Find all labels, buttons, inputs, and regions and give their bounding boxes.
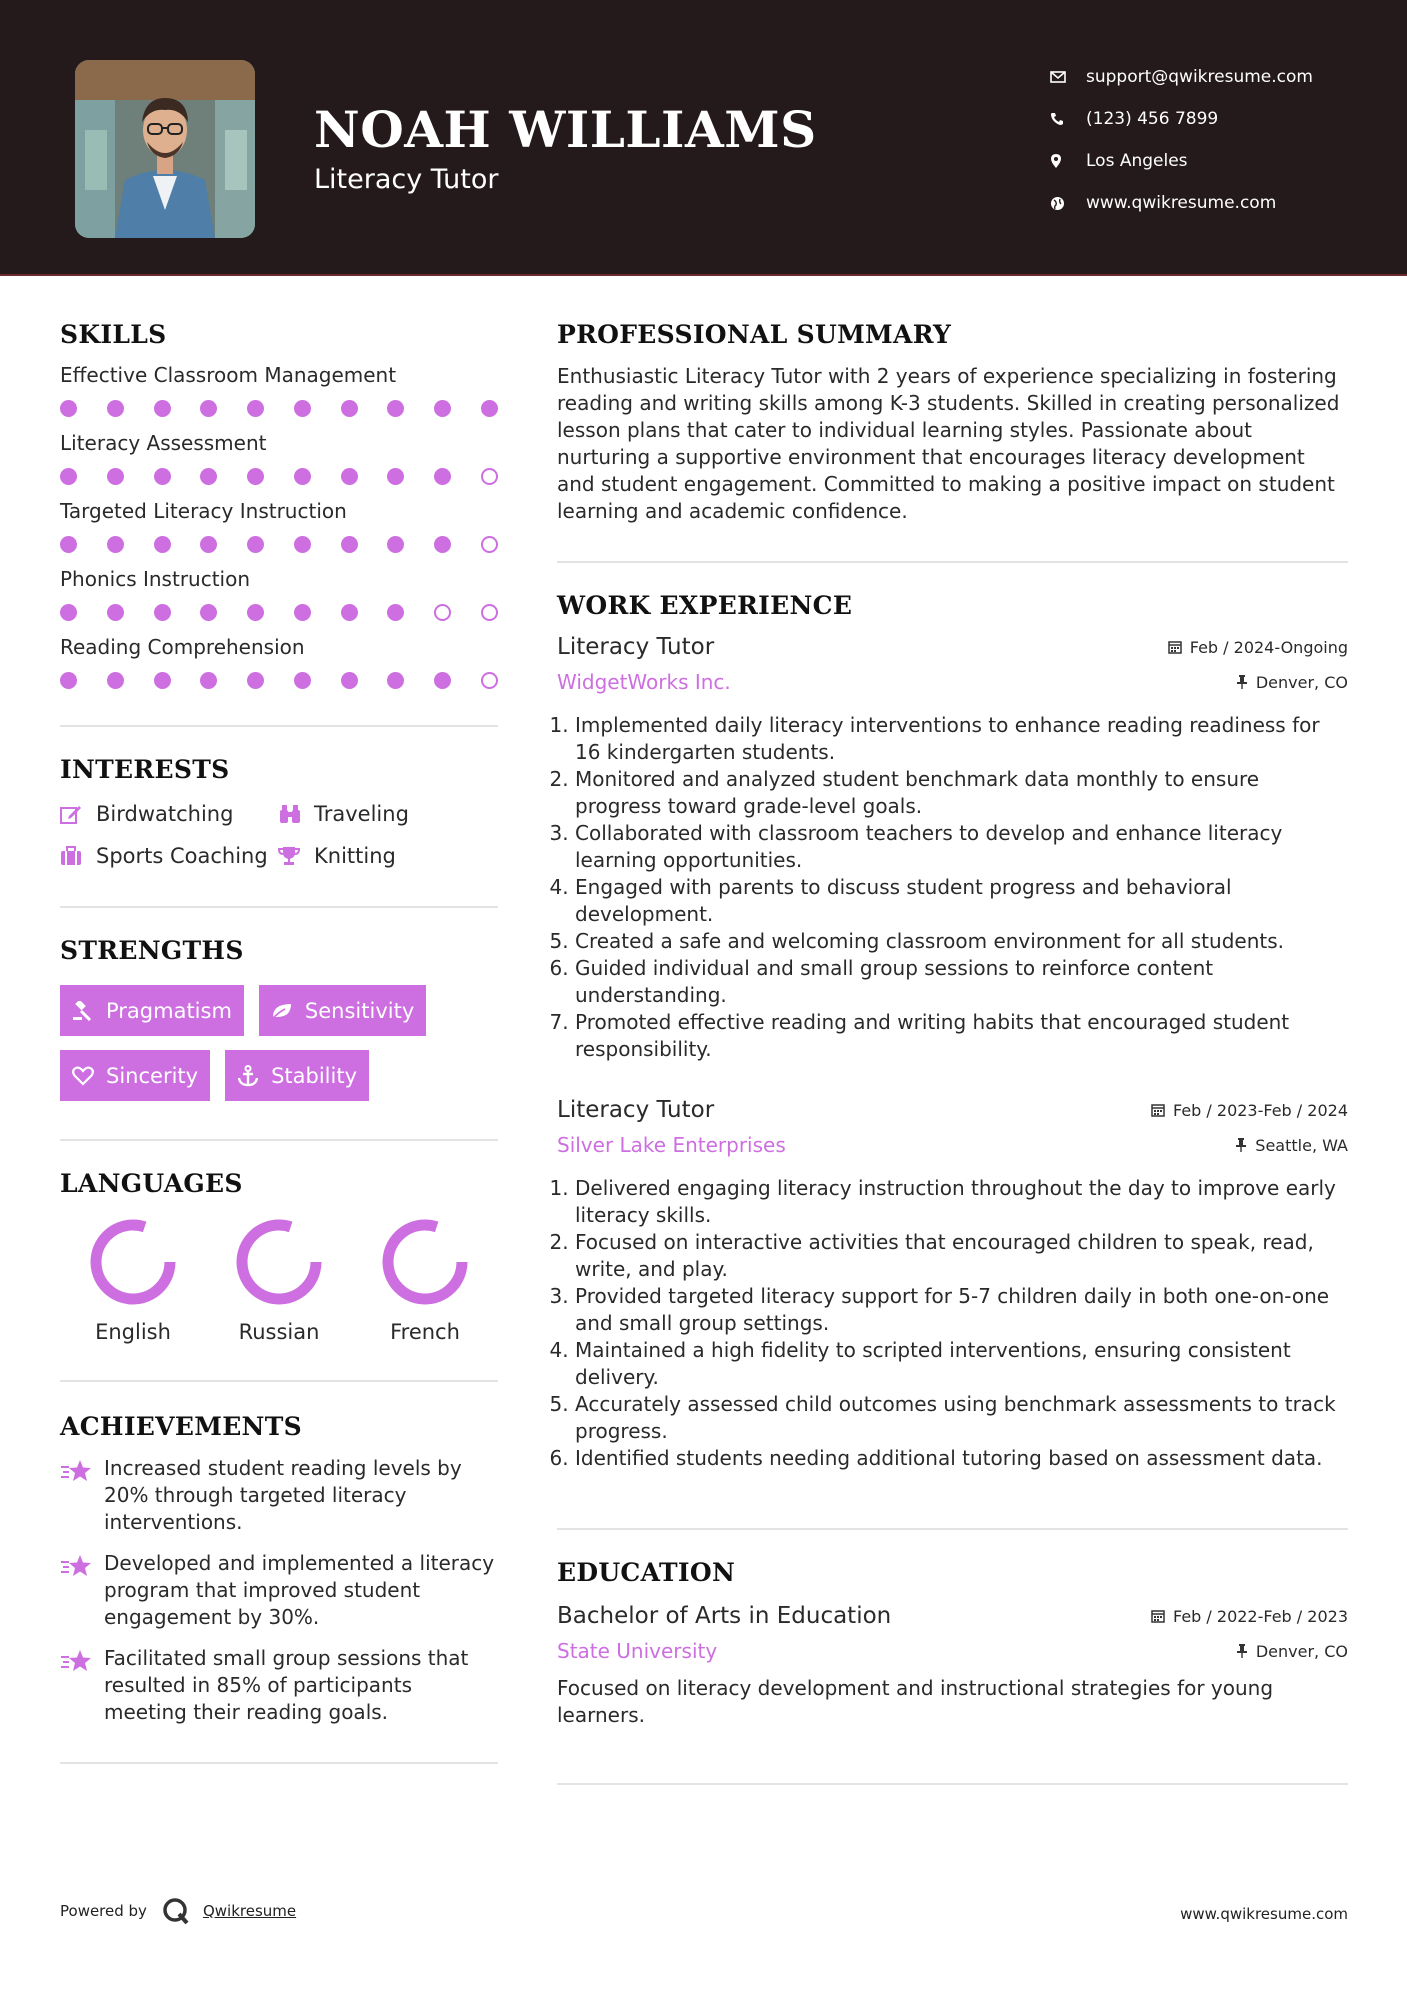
powered-by: [60, 1896, 296, 1926]
contact-website[interactable]: [1050, 182, 1370, 224]
education-location: [1236, 1642, 1348, 1661]
strength-label: Sensitivity: [304, 998, 415, 1023]
language-label: Russian: [238, 1320, 320, 1344]
interest-item: [60, 844, 278, 868]
job-bullet: 2. Monitored and analyzed student benchmark data monthly to ensure progress toward grade-level goals.: [575, 766, 1348, 820]
language-item: [206, 1216, 352, 1344]
language-gauge-arc: [242, 1225, 316, 1299]
rating-dot-filled: [387, 400, 404, 417]
interest-item: [60, 802, 278, 826]
skill-rating: [60, 672, 498, 689]
map-pin-icon: [1050, 153, 1086, 169]
language-label: French: [390, 1320, 460, 1344]
rating-dot-empty: [481, 604, 498, 621]
job-bullet: 6. Identified students needing additional tutoring based on assessment data.: [575, 1445, 1348, 1472]
rating-dot-filled: [294, 604, 311, 621]
language-gauge-arc: [96, 1225, 170, 1299]
heart-icon: [72, 1066, 106, 1086]
leaf-icon: [271, 1002, 305, 1020]
contact-list: [1050, 56, 1370, 224]
binoculars-icon: [278, 804, 314, 824]
strengths-section: [60, 936, 498, 1101]
rating-dot-filled: [107, 468, 124, 485]
rating-dot-filled: [247, 672, 264, 689]
education-date: [1151, 1607, 1348, 1626]
job-sub: [557, 670, 1348, 694]
job-title: Literacy Tutor: [557, 1097, 715, 1123]
language-label: English: [95, 1320, 171, 1344]
strength-chip: [60, 985, 244, 1036]
rating-dot-filled: [294, 400, 311, 417]
powered-by-label: Powered by: [60, 1902, 147, 1920]
interest-item: [278, 844, 498, 868]
contact-email-text: support@qwikresume.com: [1086, 67, 1313, 87]
job-date-text: Feb / 2023-Feb / 2024: [1173, 1100, 1348, 1120]
job-date: [1151, 1101, 1348, 1120]
rating-dot-filled: [247, 536, 264, 553]
contact-phone[interactable]: [1050, 98, 1370, 140]
languages-title: LANGUAGES: [60, 1169, 243, 1198]
globe-icon: [1050, 196, 1086, 211]
interest-label: Birdwatching: [96, 802, 234, 826]
interest-label: Sports Coaching: [96, 844, 268, 868]
rating-dot-filled: [154, 604, 171, 621]
education-sub: [557, 1639, 1348, 1663]
calendar-icon: [1151, 1103, 1165, 1117]
section-divider: [557, 1528, 1348, 1530]
interest-label: Knitting: [314, 844, 396, 868]
rating-dot-filled: [200, 604, 217, 621]
achievements-section: [60, 1412, 498, 1726]
strength-label: Sincerity: [106, 1063, 199, 1088]
skill-rating: [60, 536, 498, 553]
job-head: [557, 634, 1348, 660]
section-divider: [60, 906, 498, 908]
rating-dot-filled: [60, 536, 77, 553]
rating-dot-filled: [341, 536, 358, 553]
job-location: [1235, 1136, 1348, 1155]
rating-dot-filled: [60, 672, 77, 689]
achievement-item: [60, 1645, 498, 1726]
calendar-icon: [1168, 640, 1182, 654]
rating-dot-filled: [247, 400, 264, 417]
job-bullets: [557, 1175, 1348, 1472]
job-date: [1168, 638, 1348, 657]
language-item: [60, 1216, 206, 1344]
job-entry: [557, 1097, 1348, 1472]
pushpin-icon: [1235, 1138, 1247, 1152]
job-date-text: Feb / 2024-Ongoing: [1189, 637, 1348, 657]
achievement-text: Increased student reading levels by 20% through targeted literacy interventions.: [104, 1456, 462, 1534]
calendar-icon: [1151, 1609, 1165, 1623]
footer-website[interactable]: www.qwikresume.com: [1180, 1905, 1348, 1923]
strength-chip: [259, 985, 426, 1036]
rating-dot-filled: [341, 468, 358, 485]
skill-name: Reading Comprehension: [60, 635, 305, 659]
rating-dot-filled: [341, 400, 358, 417]
rating-dot-filled: [247, 604, 264, 621]
section-divider: [60, 1139, 498, 1141]
right-column: [557, 320, 1348, 1785]
skill-rating: [60, 400, 498, 417]
pencil-square-icon: [60, 804, 96, 824]
rating-dot-empty: [481, 536, 498, 553]
qwikresume-logo-icon: [161, 1896, 191, 1926]
education-location-text: Denver, CO: [1255, 1641, 1348, 1661]
rating-dot-filled: [154, 672, 171, 689]
job-bullet: 5. Created a safe and welcoming classroom environment for all students.: [575, 928, 1348, 955]
strengths-title: STRENGTHS: [60, 936, 244, 965]
skill-name: Targeted Literacy Instruction: [60, 499, 347, 523]
company-name: Silver Lake Enterprises: [557, 1133, 786, 1157]
job-bullet: 7. Promoted effective reading and writing habits that encouraged student responsibility.: [575, 1009, 1348, 1063]
job-bullet: 5. Accurately assessed child outcomes using benchmark assessments to track progress.: [575, 1391, 1348, 1445]
rating-dot-filled: [387, 604, 404, 621]
job-bullet: 2. Focused on interactive activities that encouraged children to speak, read, write, and play.: [575, 1229, 1348, 1283]
job-bullet: 1. Implemented daily literacy interventions to enhance reading readiness for 16 kindergarten students.: [575, 712, 1348, 766]
qwikresume-link[interactable]: Qwikresume: [202, 1902, 297, 1920]
rating-dot-empty: [434, 604, 451, 621]
skill-rating: [60, 604, 498, 621]
language-gauge: [87, 1216, 179, 1308]
rating-dot-filled: [60, 604, 77, 621]
language-item: [352, 1216, 498, 1344]
job-entry: [557, 634, 1348, 1063]
job-location-text: Seattle, WA: [1255, 1135, 1348, 1155]
job-title: Literacy Tutor: [557, 634, 715, 660]
candidate-role: Literacy Tutor: [314, 164, 499, 195]
section-divider: [60, 725, 498, 727]
language-gauge-arc: [388, 1225, 462, 1299]
rating-dot-filled: [107, 604, 124, 621]
experience-title: WORK EXPERIENCE: [557, 591, 853, 620]
rating-dot-filled: [154, 536, 171, 553]
achievements-list: [60, 1455, 498, 1726]
rating-dot-filled: [154, 468, 171, 485]
skills-list: [60, 363, 498, 689]
anchor-icon: [237, 1065, 271, 1087]
shooting-star-icon: [60, 1645, 104, 1726]
briefcase-icon: [60, 846, 96, 866]
rating-dot-filled: [60, 468, 77, 485]
company-name: WidgetWorks Inc.: [557, 670, 731, 694]
rating-dot-filled: [434, 400, 451, 417]
rating-dot-empty: [481, 468, 498, 485]
strength-label: Pragmatism: [106, 998, 232, 1023]
skills-title: SKILLS: [60, 320, 167, 349]
interest-label: Traveling: [314, 802, 409, 826]
language-gauge: [379, 1216, 471, 1308]
education-head: [557, 1603, 1348, 1629]
rating-dot-filled: [387, 468, 404, 485]
trophy-icon: [278, 846, 314, 866]
jobs-list: [557, 634, 1348, 1472]
skill-name: Literacy Assessment: [60, 431, 267, 455]
rating-dot-filled: [107, 400, 124, 417]
contact-location-text: Los Angeles: [1086, 151, 1188, 171]
skill-rating: [60, 468, 498, 485]
skill-name: Phonics Instruction: [60, 567, 251, 591]
rating-dot-filled: [200, 468, 217, 485]
interests-section: [60, 755, 498, 868]
rating-dot-filled: [434, 468, 451, 485]
job-sub: [557, 1133, 1348, 1157]
candidate-name: NOAH WILLIAMS: [314, 100, 817, 159]
job-bullet: 4. Engaged with parents to discuss student progress and behavioral development.: [575, 874, 1348, 928]
job-bullet: 3. Provided targeted literacy support for 5-7 children daily in both one-on-one and small group settings.: [575, 1283, 1348, 1337]
experience-section: [557, 591, 1348, 1472]
achievements-title: ACHIEVEMENTS: [60, 1412, 302, 1441]
job-bullet: 1. Delivered engaging literacy instruction throughout the day to improve early literacy skills.: [575, 1175, 1348, 1229]
resume-header: [0, 0, 1407, 276]
rating-dot-filled: [387, 672, 404, 689]
education-description: Focused on literacy development and instructional strategies for young learners.: [557, 1676, 1274, 1727]
section-divider: [557, 561, 1348, 563]
section-divider: [60, 1762, 498, 1764]
rating-dot-filled: [154, 400, 171, 417]
achievement-item: [60, 1550, 498, 1631]
rating-dot-filled: [107, 536, 124, 553]
job-bullet: 3. Collaborated with classroom teachers to develop and enhance literacy learning opportunities.: [575, 820, 1348, 874]
profile-photo: [75, 60, 255, 238]
achievement-text: Facilitated small group sessions that resulted in 85% of participants meeting their reading goals.: [104, 1646, 469, 1724]
job-bullet: 6. Guided individual and small group sessions to reinforce content understanding.: [575, 955, 1348, 1009]
achievement-item: [60, 1455, 498, 1536]
strength-chip: [225, 1050, 369, 1101]
rating-dot-filled: [200, 672, 217, 689]
achievement-text: Developed and implemented a literacy program that improved student engagement by 30%.: [104, 1551, 495, 1629]
rating-dot-filled: [434, 672, 451, 689]
rating-dot-filled: [434, 536, 451, 553]
education-section: [557, 1558, 1348, 1729]
interests-title: INTERESTS: [60, 755, 230, 784]
section-divider: [557, 1783, 1348, 1785]
summary-section: [557, 320, 1348, 525]
education-title: EDUCATION: [557, 1558, 736, 1587]
skill-name: Effective Classroom Management: [60, 363, 397, 387]
rating-dot-filled: [481, 400, 498, 417]
language-gauge: [233, 1216, 325, 1308]
school-name: State University: [557, 1639, 718, 1663]
job-bullets: [557, 712, 1348, 1063]
rating-dot-filled: [107, 672, 124, 689]
strengths-list: [60, 985, 498, 1101]
job-location: [1236, 673, 1348, 692]
interests-list: [60, 802, 498, 868]
contact-phone-text: (123) 456 7899: [1086, 109, 1219, 129]
rating-dot-filled: [60, 400, 77, 417]
shooting-star-icon: [60, 1550, 104, 1631]
strength-label: Stability: [271, 1063, 358, 1088]
degree-title: Bachelor of Arts in Education: [557, 1603, 892, 1629]
rating-dot-filled: [200, 400, 217, 417]
shooting-star-icon: [60, 1455, 104, 1536]
contact-location: [1050, 140, 1370, 182]
pushpin-icon: [1236, 1644, 1248, 1658]
summary-text: Enthusiastic Literacy Tutor with 2 years of experience specializing in fostering reading and writing skills among K-3 students. Skilled in creating personalized lesson plans that cater to individual learning styles. Passionate about nurturing a supportive environment that encourages literacy development and student engagement. Committed to making a positive impact on student learning and academic confidence.: [557, 364, 1340, 523]
rating-dot-empty: [481, 672, 498, 689]
rating-dot-filled: [294, 468, 311, 485]
education-date-text: Feb / 2022-Feb / 2023: [1173, 1606, 1348, 1626]
interest-item: [278, 802, 498, 826]
languages-list: [60, 1216, 498, 1344]
phone-icon: [1050, 112, 1086, 126]
job-head: [557, 1097, 1348, 1123]
summary-title: PROFESSIONAL SUMMARY: [557, 320, 952, 349]
envelope-icon: [1050, 71, 1086, 83]
job-location-text: Denver, CO: [1255, 672, 1348, 692]
contact-website-text: www.qwikresume.com: [1086, 193, 1277, 213]
contact-email[interactable]: [1050, 56, 1370, 98]
languages-section: [60, 1169, 498, 1344]
skills-section: [60, 320, 498, 689]
left-column: [60, 320, 498, 1764]
section-divider: [60, 1380, 498, 1382]
strength-chip: [60, 1050, 210, 1101]
gavel-icon: [72, 1001, 106, 1021]
pushpin-icon: [1236, 675, 1248, 689]
rating-dot-filled: [294, 536, 311, 553]
rating-dot-filled: [341, 672, 358, 689]
job-bullet: 4. Maintained a high fidelity to scripted interventions, ensuring consistent delivery.: [575, 1337, 1348, 1391]
rating-dot-filled: [387, 536, 404, 553]
rating-dot-filled: [247, 468, 264, 485]
rating-dot-filled: [294, 672, 311, 689]
rating-dot-filled: [200, 536, 217, 553]
rating-dot-filled: [341, 604, 358, 621]
